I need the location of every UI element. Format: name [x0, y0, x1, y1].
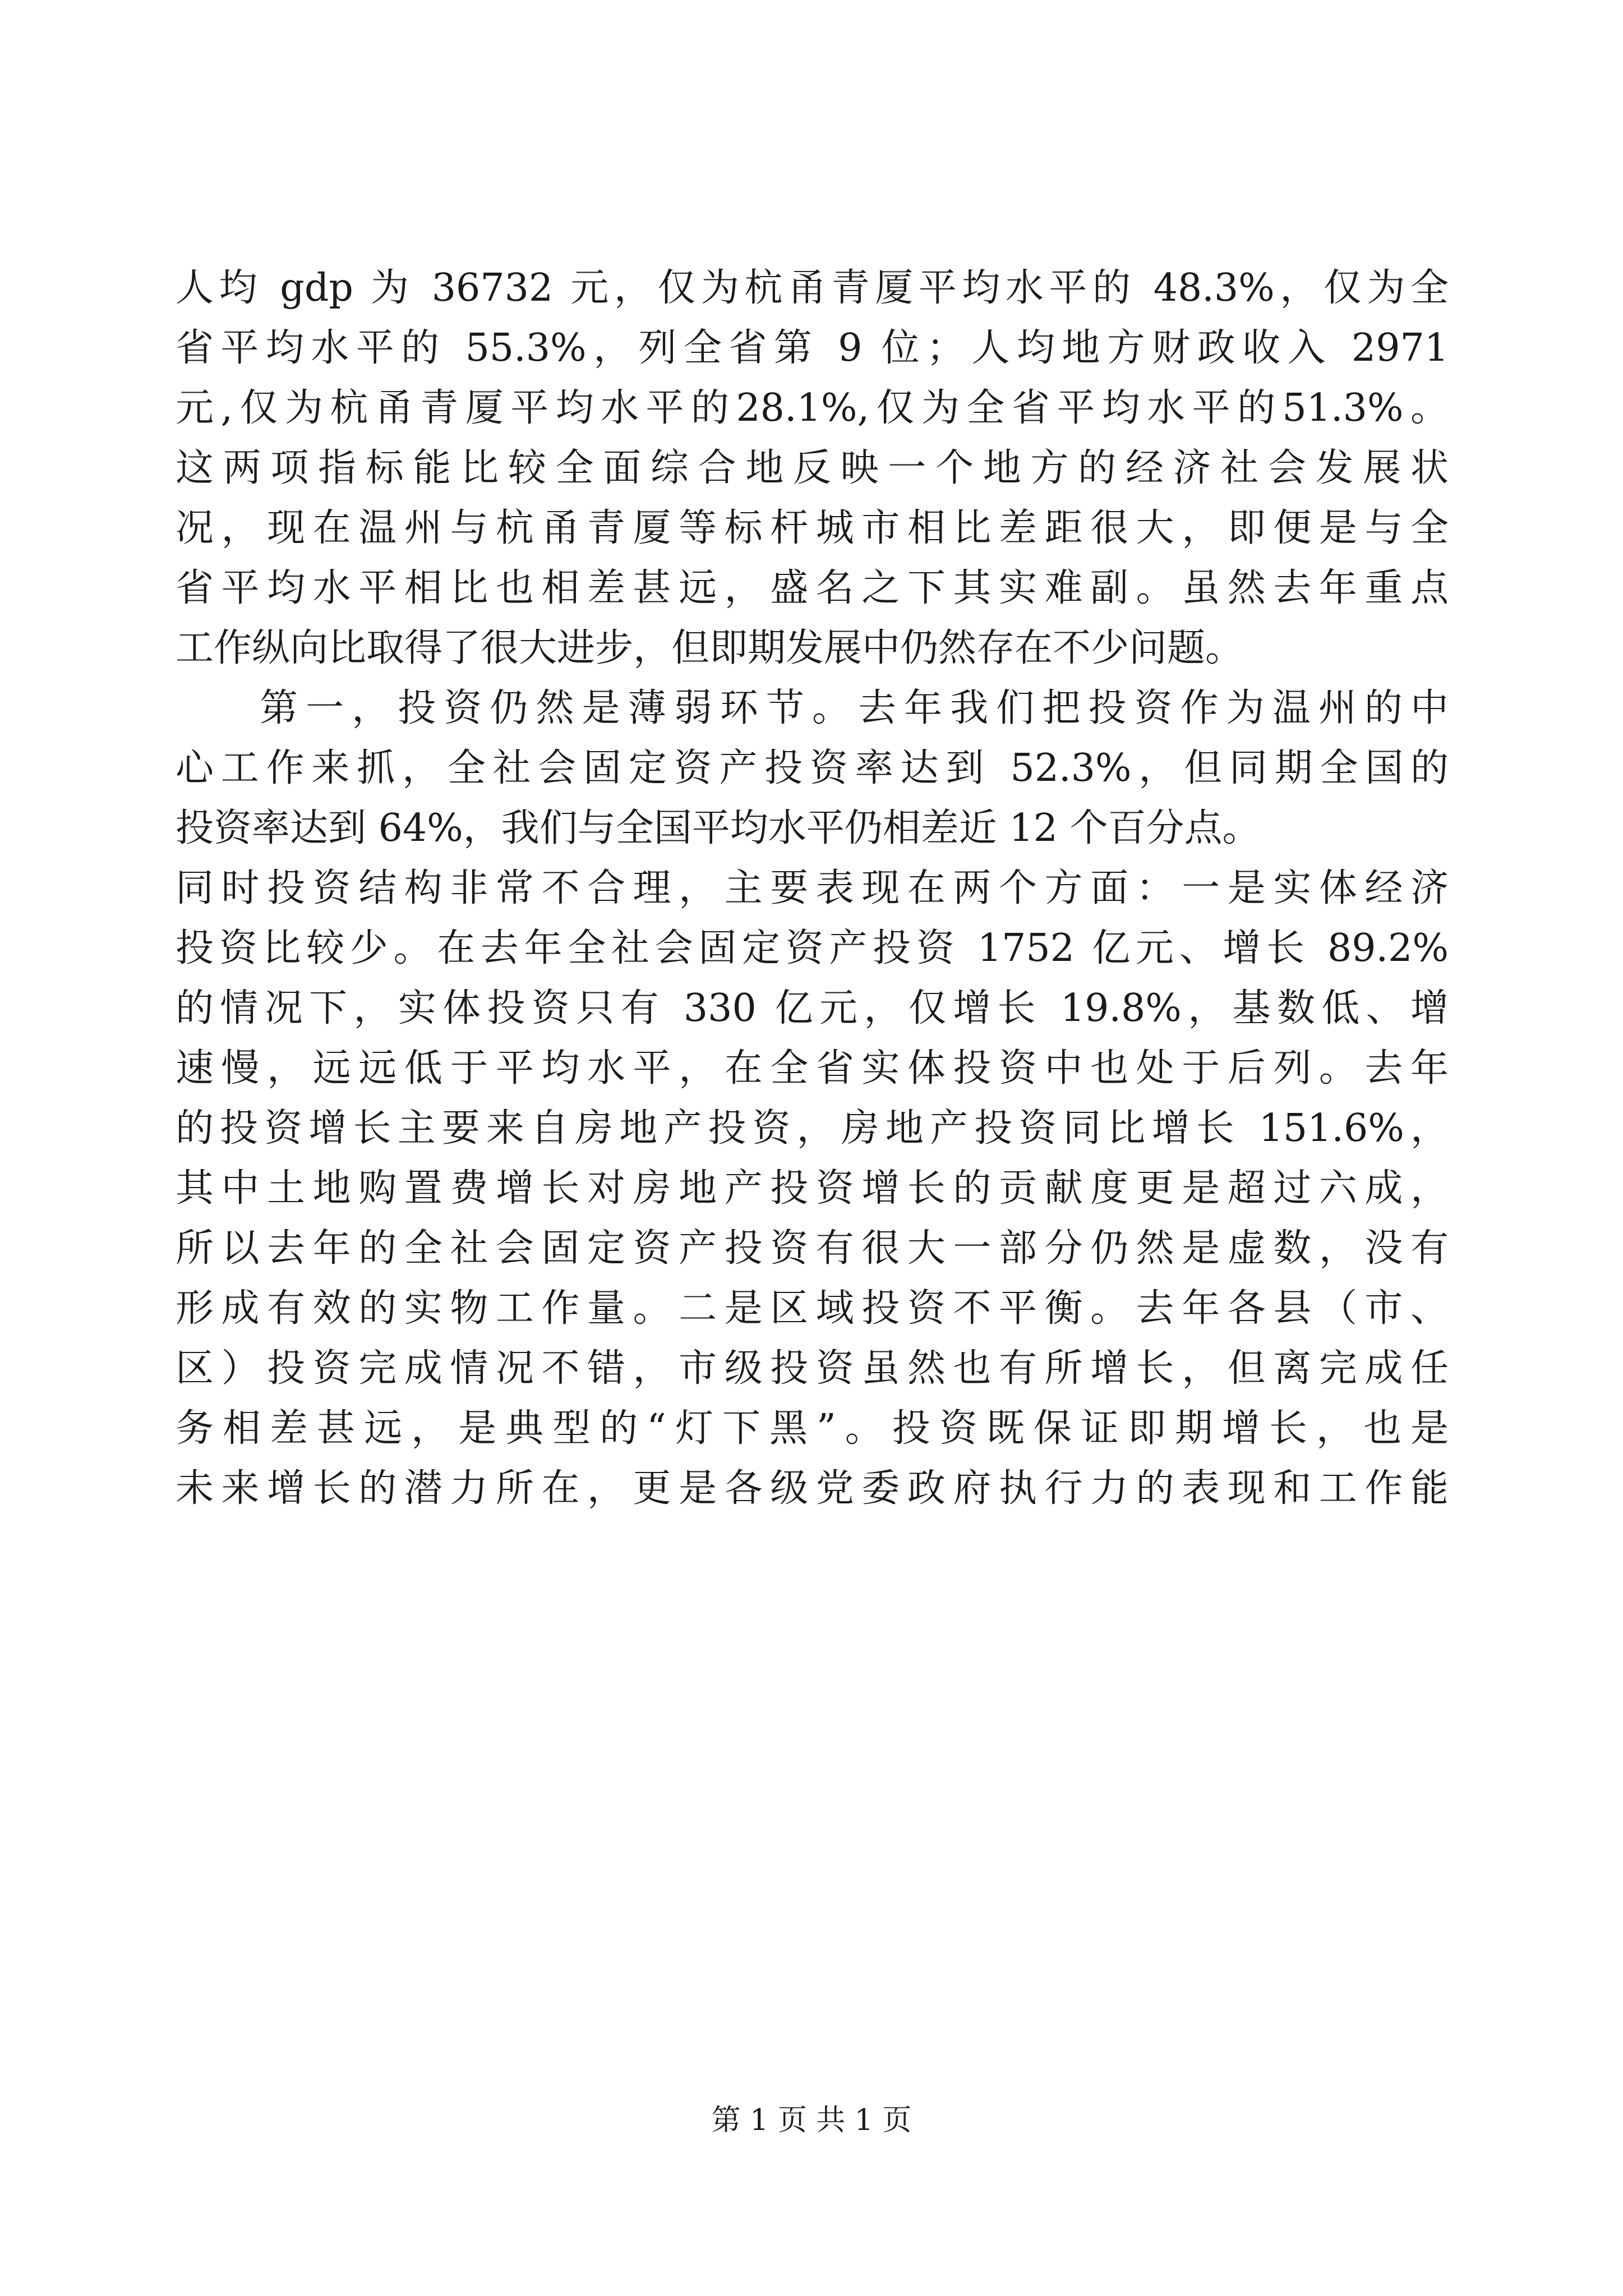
page-footer: [0, 2101, 1623, 2140]
text-line: 速慢，远远低于平均水平，在全省实体投资中也处于后列。去年: [176, 1046, 1449, 1091]
text-line: 的情况下，实体投资只有 330 亿元，仅增长 19.8%，基数低、增: [176, 986, 1449, 1030]
text-line: 心工作来抓，全社会固定资产投资率达到 52.3%，但同期全国的: [176, 746, 1449, 790]
text-line: 未来增长的潜力所在，更是各级党委政府执行力的表现和工作能: [176, 1466, 1449, 1511]
text-line: 的投资增长主要来自房地产投资，房地产投资同比增长 151.6%，: [176, 1106, 1449, 1151]
text-line: 同时投资结构非常不合理，主要表现在两个方面：一是实体经济: [176, 866, 1449, 910]
document-body: [176, 258, 1449, 1519]
text-line: 务相差甚远，是典型的“灯下黑”。投资既保证即期增长，也是: [176, 1406, 1449, 1451]
text-line: 工作纵向比取得了很大进步，但即期发展中仍然存在不少问题。: [176, 626, 1244, 670]
text-line: 所以去年的全社会固定资产投资有很大一部分仍然是虚数，没有: [176, 1226, 1449, 1271]
text-line: 其中土地购置费增长对房地产投资增长的贡献度更是超过六成，: [176, 1166, 1449, 1211]
text-line: 元,仅为杭甬青厦平均水平的28.1%,仅为全省平均水平的51.3%。: [176, 386, 1449, 430]
text-line: 区）投资完成情况不错，市级投资虽然也有所增长，但离完成任: [176, 1346, 1449, 1391]
text-line: 省平均水平的 55.3%，列全省第 9 位；人均地方财政收入 2971: [176, 326, 1449, 370]
text-line: 人均 gdp 为 36732 元，仅为杭甬青厦平均水平的 48.3%，仅为全: [176, 266, 1449, 310]
text-line: 形成有效的实物工作量。二是区域投资不平衡。去年各县（市、: [176, 1286, 1449, 1331]
text-line: 况，现在温州与杭甬青厦等标杆城市相比差距很大，即便是与全: [176, 506, 1449, 550]
page-number-label: 第 1 页 共 1 页: [711, 2104, 912, 2137]
paragraph-first-line: 第一，投资仍然是薄弱环节。去年我们把投资作为温州的中: [260, 686, 1449, 730]
text-line: 省平均水平相比也相差甚远，盛名之下其实难副。虽然去年重点: [176, 566, 1449, 610]
text-line: 这两项指标能比较全面综合地反映一个地方的经济社会发展状: [176, 446, 1449, 490]
text-line: 投资比较少。在去年全社会固定资产投资 1752 亿元、增长 89.2%: [176, 926, 1449, 970]
text-line: 投资率达到 64%，我们与全国平均水平仍相差近 12 个百分点。: [176, 806, 1261, 850]
